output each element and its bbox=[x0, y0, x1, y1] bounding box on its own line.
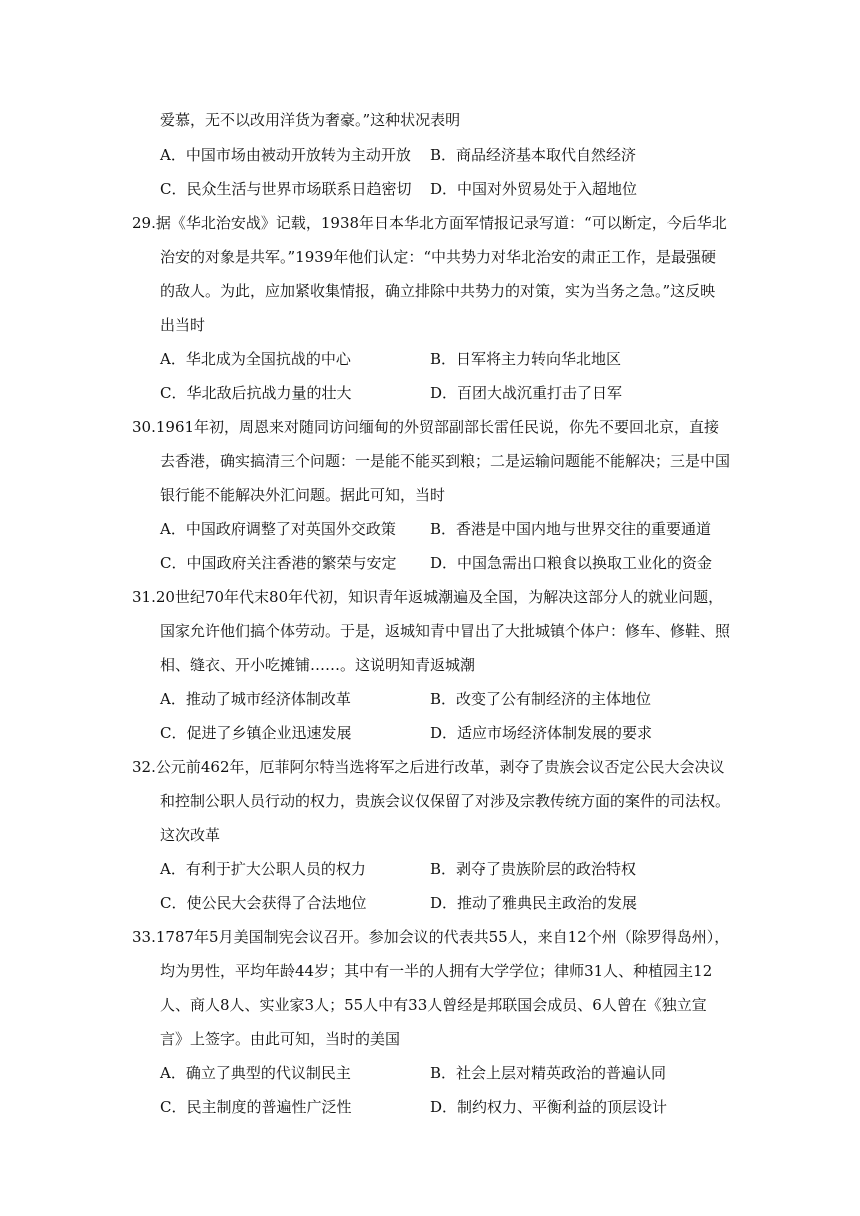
option-d: D．中国对外贸易处于入超地位 bbox=[430, 180, 638, 198]
option-b: B．商品经济基本取代自然经济 bbox=[430, 146, 637, 164]
question-32-stem-line-2: 和控制公职人员行动的权力，贵族会议仅保留了对涉及宗教传统方面的案件的司法权。 bbox=[160, 792, 731, 810]
option-b: B．香港是中国内地与世界交往的重要通道 bbox=[430, 520, 712, 538]
option-c: C．华北敌后抗战力量的壮大 bbox=[160, 384, 352, 402]
option-a: A．华北成为全国抗战的中心 bbox=[160, 350, 351, 368]
question-31-stem-line-2: 国家允许他们搞个体劳动。于是，返城知青中冒出了大批城镇个体户：修车、修鞋、照 bbox=[160, 622, 731, 640]
option-c: C．促进了乡镇企业迅速发展 bbox=[160, 724, 352, 742]
question-29-stem-line-2: 治安的对象是共军。”1939年他们认定：“中共势力对华北治安的肃正工作，是最强硬 bbox=[160, 248, 717, 266]
question-30-stem-line-2: 去香港，确实搞清三个问题：一是能不能买到粮；二是运输问题能不能解决；三是中国 bbox=[160, 452, 731, 470]
option-c: C．民众生活与世界市场联系日趋密切 bbox=[160, 180, 412, 198]
option-a: A．中国政府调整了对英国外交政策 bbox=[160, 520, 396, 538]
option-b: B．剥夺了贵族阶层的政治特权 bbox=[430, 860, 637, 878]
option-a: A．有利于扩大公职人员的权力 bbox=[160, 860, 366, 878]
question-33-stem-line-1: 33.1787年5月美国制宪会议召开。参加会议的代表共55人，来自12个州（除罗得岛州）， bbox=[132, 928, 730, 946]
option-d: D．适应市场经济体制发展的要求 bbox=[430, 724, 653, 742]
question-30-stem-line-1: 30.1961年初，周恩来对随同访问缅甸的外贸部副部长雷任民说，你先不要回北京，直接 bbox=[132, 418, 720, 436]
question-33-stem-line-4: 言》上签字。由此可知，当时的美国 bbox=[160, 1030, 401, 1048]
question-32-stem-line-3: 这次改革 bbox=[160, 826, 221, 844]
option-b: B．改变了公有制经济的主体地位 bbox=[430, 690, 652, 708]
option-a: A．确立了典型的代议制民主 bbox=[160, 1064, 351, 1082]
option-a: A．推动了城市经济体制改革 bbox=[160, 690, 351, 708]
option-d: D．百团大战沉重打击了日军 bbox=[430, 384, 623, 402]
question-number: 30. bbox=[132, 418, 156, 436]
question-stem-line: 爱慕，无不以改用洋货为奢豪。”这种状况表明 bbox=[160, 111, 461, 129]
question-29-stem-line-3: 的敌人。为此，应加紧收集情报，确立排除中共势力的对策，实为当务之急。”这反映 bbox=[160, 282, 716, 300]
question-number: 29. bbox=[132, 214, 156, 232]
option-b: B．日军将主力转向华北地区 bbox=[430, 350, 622, 368]
option-d: D．中国急需出口粮食以换取工业化的资金 bbox=[430, 554, 713, 572]
question-30-stem-line-3: 银行能不能解决外汇问题。据此可知，当时 bbox=[160, 486, 446, 504]
option-d: D．制约权力、平衡利益的顶层设计 bbox=[430, 1098, 668, 1116]
question-33-stem-line-2: 均为男性，平均年龄44岁；其中有一半的人拥有大学学位；律师31人、种植园主12 bbox=[160, 962, 713, 980]
question-33-stem-line-3: 人、商人8人、实业家3人；55人中有33人曾经是邦联国会成员、6人曾在《独立宣 bbox=[160, 996, 707, 1014]
question-31-stem-line-3: 相、缝衣、开小吃摊铺……。这说明知青返城潮 bbox=[160, 656, 476, 674]
question-29-stem-line-4: 出当时 bbox=[160, 316, 206, 334]
option-c: C．中国政府关注香港的繁荣与安定 bbox=[160, 554, 397, 572]
question-number: 32. bbox=[132, 758, 156, 776]
question-29-stem-line-1: 29.据《华北治安战》记载，1938年日本华北方面军情报记录写道：“可以断定，今后华北 bbox=[132, 214, 727, 232]
question-32-stem-line-1: 32.公元前462年，厄菲阿尔特当选将军之后进行改革，剥夺了贵族会议否定公民大会决议 bbox=[132, 758, 725, 776]
question-number: 33. bbox=[132, 928, 156, 946]
option-c: C．民主制度的普遍性广泛性 bbox=[160, 1098, 352, 1116]
option-c: C．使公民大会获得了合法地位 bbox=[160, 894, 367, 912]
option-a: A．中国市场由被动开放转为主动开放 bbox=[160, 146, 411, 164]
question-31-stem-line-1: 31.20世纪70年代末80年代初，知识青年返城潮遍及全国，为解决这部分人的就业问题， bbox=[132, 588, 724, 606]
option-d: D．推动了雅典民主政治的发展 bbox=[430, 894, 638, 912]
question-number: 31. bbox=[132, 588, 156, 606]
option-b: B．社会上层对精英政治的普遍认同 bbox=[430, 1064, 667, 1082]
